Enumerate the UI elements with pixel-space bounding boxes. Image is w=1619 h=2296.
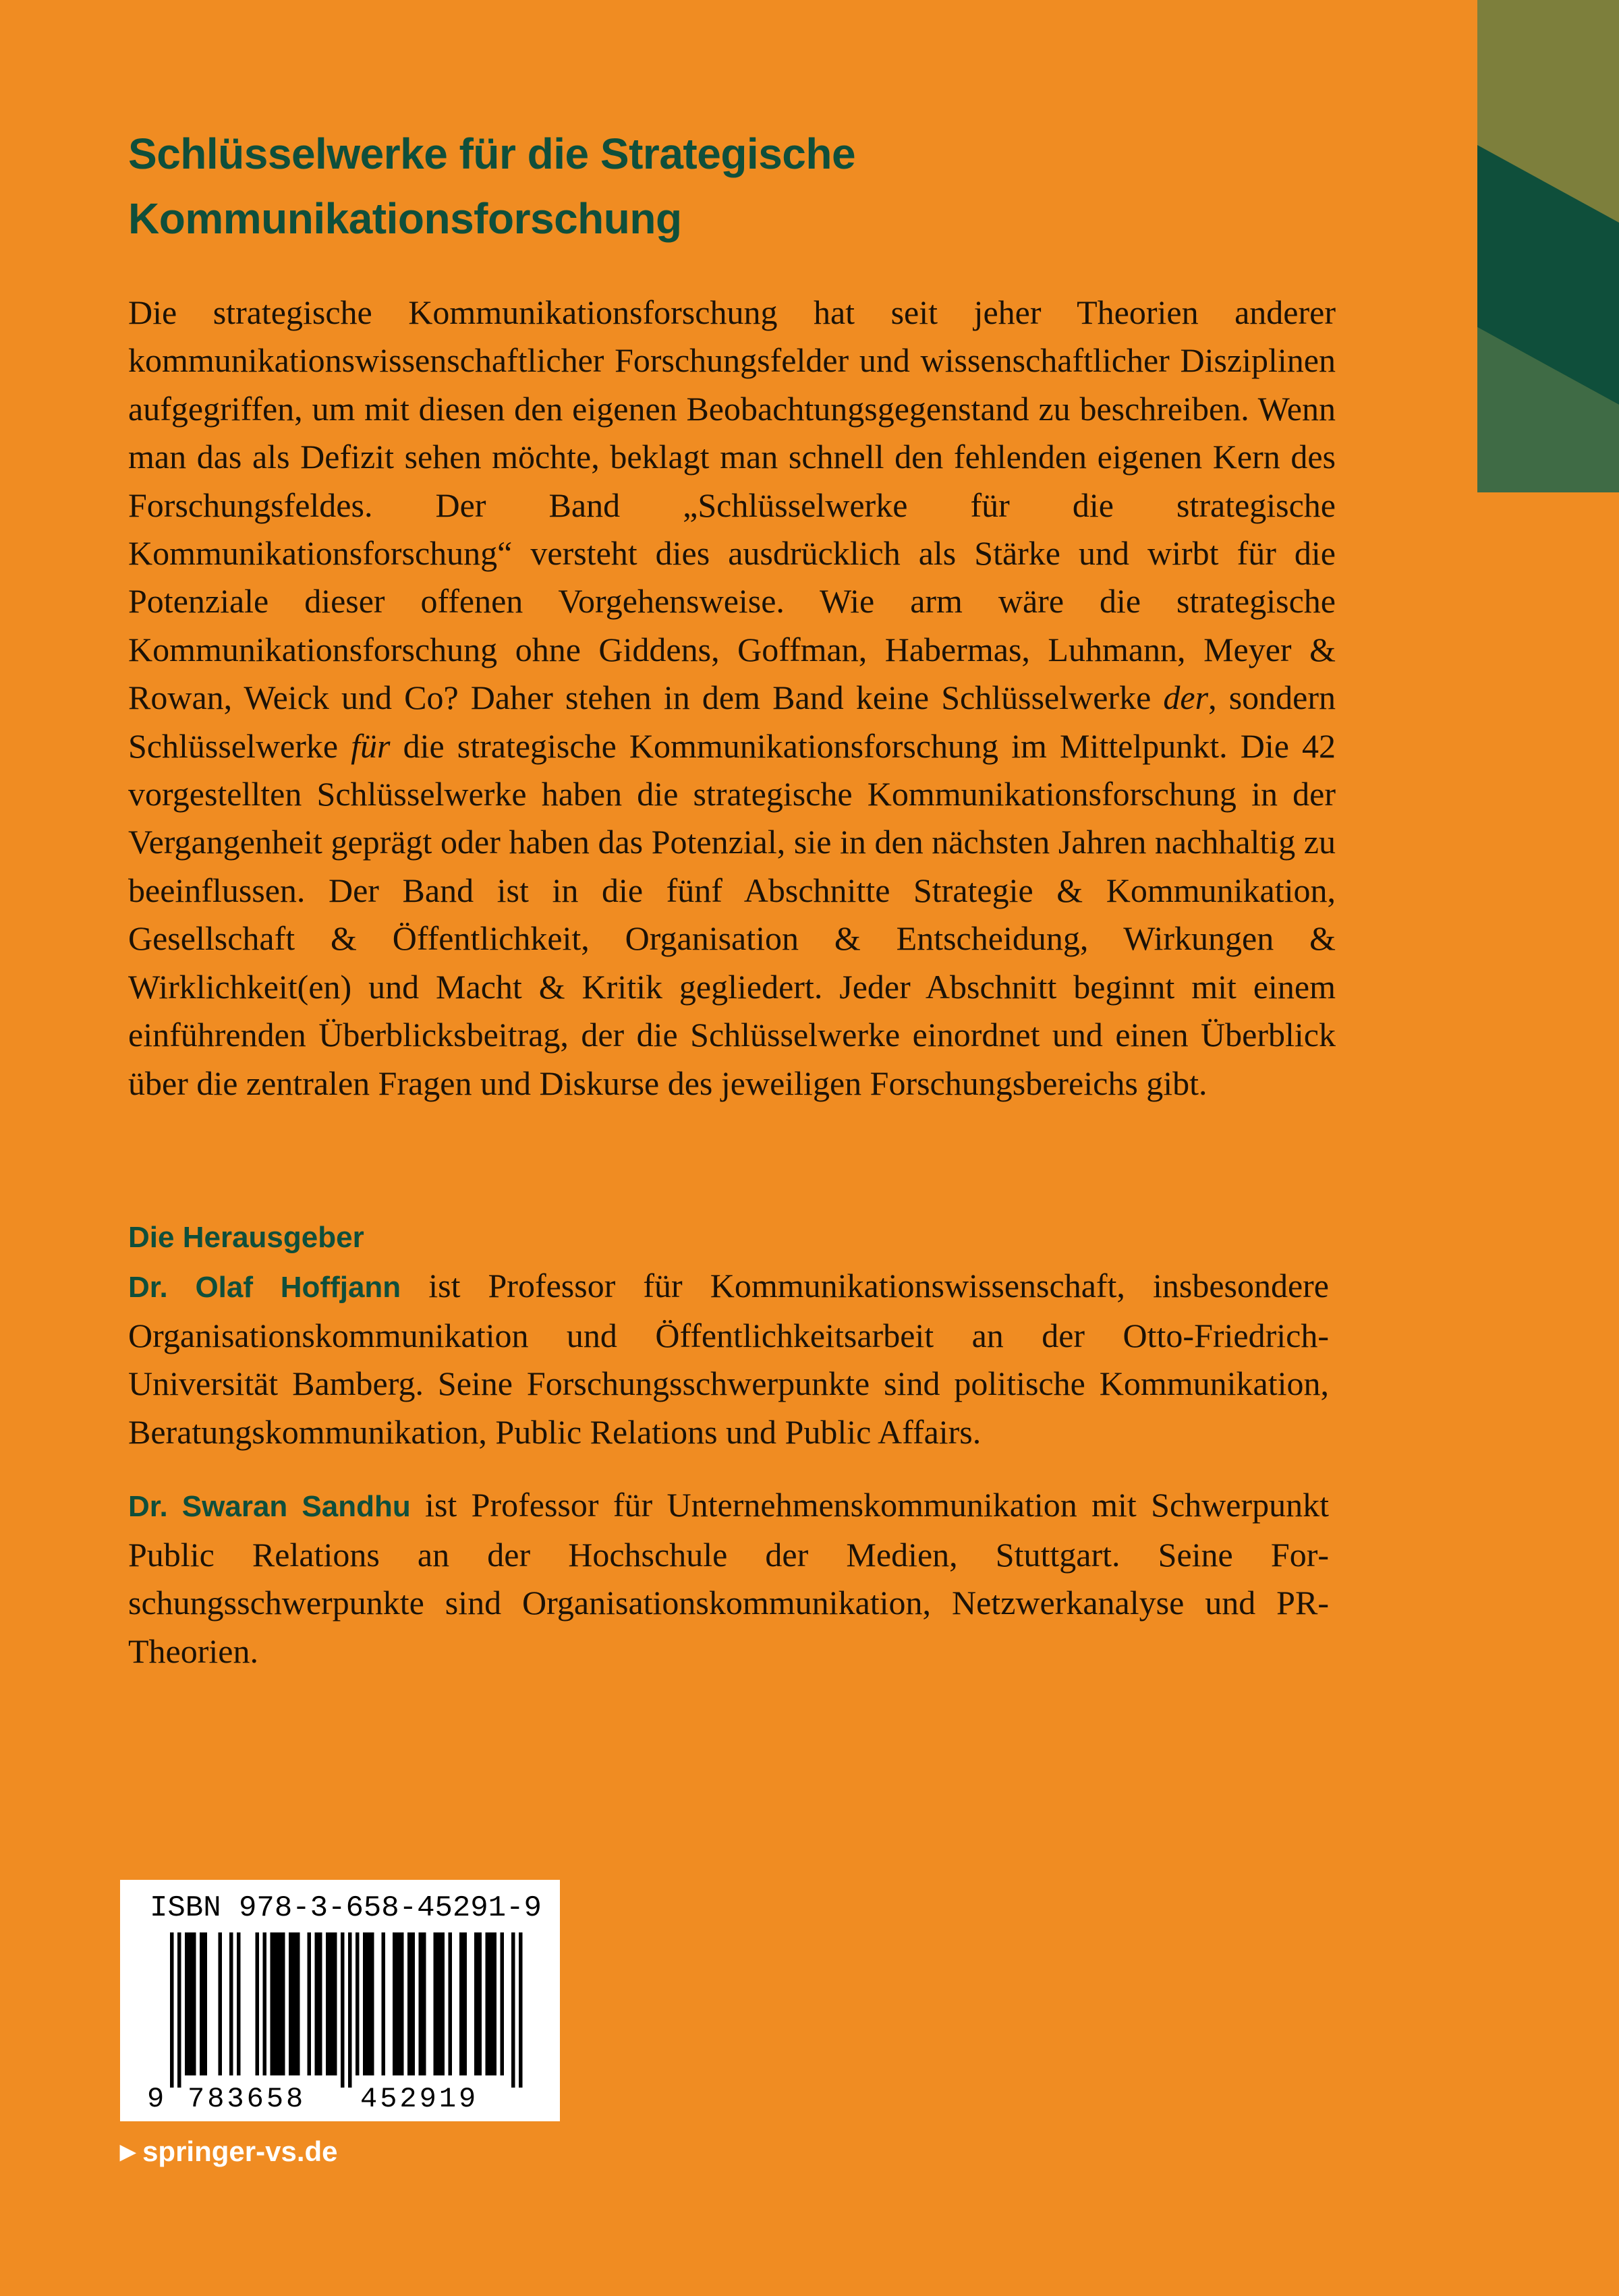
- barcode-bar: [363, 1932, 367, 2075]
- description-part-3: die strategische Kommunikationsforschung im Mittelpunkt. Die 42 vorgestellten Schlüsselwerke haben die strategische Kommunikationsforschung in der Vergangenheit geprägt oder haben das Potenzial, sie in den nächsten Jahren nachhaltig zu beeinflussen. Der Band ist in die fünf Abschnitte Strategie & Kommunikation, Gesellschaft & Öffentlichkeit, Organisation & Entscheidung, Wirkungen & Wirklichkeit(en) und Macht & Kritik gegliedert. Jeder Abschnitt beginnt mit einem einführenden Überblicksbeitrag, der die Schlüsselwerke einordnet und einen Überblick über die zentralen Fragen und Diskurse des jeweiligen Forschungsbereichs gibt.: [128, 726, 1336, 1102]
- barcode-bar: [501, 1932, 505, 2075]
- barcode-bar: [400, 1932, 404, 2075]
- barcode-bar: [474, 1932, 478, 2075]
- editor-bio-text-sandhu: ist Professor für Unternehmenskommunikation mit Schwerpunkt Public Relations an der Hochschule der Medien, Stuttgart. Seine Forschungsschwerpunkte sind Organisationskommunikation, Netzwerkanalyse und PR-Theorien.: [128, 1486, 1330, 1670]
- barcode-bar: [308, 1932, 312, 2075]
- description-emphasis-der: der: [1163, 679, 1209, 717]
- barcode-bar: [219, 1932, 223, 2075]
- barcode-bar: [370, 1932, 374, 2075]
- barcode-bar: [341, 1932, 345, 2088]
- play-arrow-icon: ▶: [120, 2141, 136, 2163]
- barcode-bar: [289, 1932, 293, 2075]
- barcode-bar: [330, 1932, 334, 2075]
- barcode-bar: [382, 1932, 386, 2075]
- barcode-bar: [493, 1932, 497, 2075]
- barcode-bar: [422, 1932, 426, 2075]
- isbn-label: ISBN 978-3-658-45291-9: [150, 1891, 542, 1925]
- isbn-barcode-box: [120, 1880, 560, 2121]
- barcode-bar: [333, 1932, 337, 2075]
- publisher-url: springer-vs.de: [142, 2135, 338, 2167]
- barcode-bar: [397, 1932, 401, 2075]
- editor-bio-sandhu: [128, 1481, 1329, 1675]
- barcode-bar: [189, 1932, 193, 2075]
- barcode-bar: [511, 1932, 515, 2088]
- barcode-bar: [434, 1932, 438, 2075]
- barcode-bar: [204, 1932, 208, 2075]
- barcode-bar: [281, 1932, 285, 2075]
- ean13-barcode: [120, 1880, 560, 2121]
- description-emphasis-fuer: für: [351, 726, 391, 765]
- book-title: [128, 121, 1410, 251]
- barcode-bar: [348, 1932, 352, 2088]
- barcode-bar: [278, 1932, 282, 2075]
- description-part-2: , sondern Schlüsselwerke: [128, 679, 1336, 765]
- book-description: [128, 289, 1336, 1108]
- barcode-bar: [356, 1932, 360, 2075]
- corner-decoration: [1477, 0, 1619, 492]
- barcode-bar: [170, 1932, 174, 2088]
- barcode-bar: [393, 1932, 397, 2075]
- barcode-bar: [296, 1932, 300, 2075]
- barcode-bar: [367, 1932, 371, 2075]
- barcode-bar: [263, 1932, 267, 2075]
- description-part-1: Die strategische Kommunikationsforschung hat seit jeher Theorien anderer kommunikationswissenschaftlicher Forschungsfelder und wissenschaftlicher Disziplinen aufgegriffen, um mit diesen den eigenen Beobachtungsgegenstand zu beschreiben. Wenn man das als Defizit sehen möchte, beklagt man schnell den fehlenden eigenen Kern des Forschungsfeldes. Der Band „Schlüsselwerke für die strategische Kommunikationsforschung“ versteht dies ausdrücklich als Stärke und wirbt für die Potenziale dieser offenen Vorgehensweise. Wie arm wäre die strategische Kommunikationsforschung ohne Giddens, Goffman, Habermas, Luhmann, Meyer & Rowan, Weick und Co? Daher stehen in dem Band keine Schlüsselwerke: [128, 293, 1336, 717]
- editor-name-hoffjann: Dr. Olaf Hoffjann: [128, 1271, 401, 1304]
- barcode-bar: [478, 1932, 482, 2075]
- book-title-line-1: Schlüsselwerke für die Strategische: [128, 130, 856, 178]
- barcode-bar: [441, 1932, 445, 2075]
- publisher-link[interactable]: [120, 2131, 338, 2173]
- barcode-bar: [463, 1932, 467, 2075]
- barcode-bar: [271, 1932, 275, 2075]
- barcode-bar: [486, 1932, 490, 2075]
- editor-name-sandhu: Dr. Swaran Sandhu: [128, 1490, 411, 1523]
- barcode-bar: [237, 1932, 241, 2075]
- barcode-digits-left: 783658: [188, 2083, 306, 2115]
- barcode-bar: [177, 1932, 181, 2088]
- barcode-bar: [229, 1932, 233, 2075]
- barcode-digits-right: 452919: [360, 2083, 479, 2115]
- book-title-line-2: Kommunikationsforschung: [128, 194, 682, 243]
- barcode-bar: [192, 1932, 196, 2075]
- barcode-bar: [256, 1932, 260, 2075]
- barcode-bar: [315, 1932, 319, 2075]
- barcode-bar: [274, 1932, 278, 2075]
- barcode-bar: [185, 1932, 189, 2075]
- barcode-bar: [200, 1932, 204, 2075]
- barcode-bar: [437, 1932, 441, 2075]
- barcode-bar: [519, 1932, 523, 2088]
- barcode-bar: [489, 1932, 493, 2075]
- barcode-bar: [407, 1932, 411, 2075]
- barcode-bar: [326, 1932, 330, 2075]
- editor-bio-text-hoffjann: ist Professor für Kommunikationswissenschaft, insbesondere Organisationskommunikation und Öffentlichkeitsarbeit an der Otto-Friedrich-Universität Bamberg. Seine Forschungsschwerpunkte sind politische Kommunikation, Beratungskommunikation, Public Relations und Public Affairs.: [128, 1267, 1329, 1451]
- barcode-bar: [449, 1932, 453, 2075]
- barcode-digit-first: 9: [147, 2083, 167, 2115]
- barcode-bar: [293, 1932, 297, 2075]
- editors-heading: Die Herausgeber: [128, 1221, 364, 1254]
- barcode-bar: [459, 1932, 463, 2075]
- editor-bio-hoffjann: [128, 1262, 1329, 1456]
- barcode-bar: [411, 1932, 416, 2075]
- barcode-bar: [318, 1932, 322, 2075]
- barcode-bar: [419, 1932, 423, 2075]
